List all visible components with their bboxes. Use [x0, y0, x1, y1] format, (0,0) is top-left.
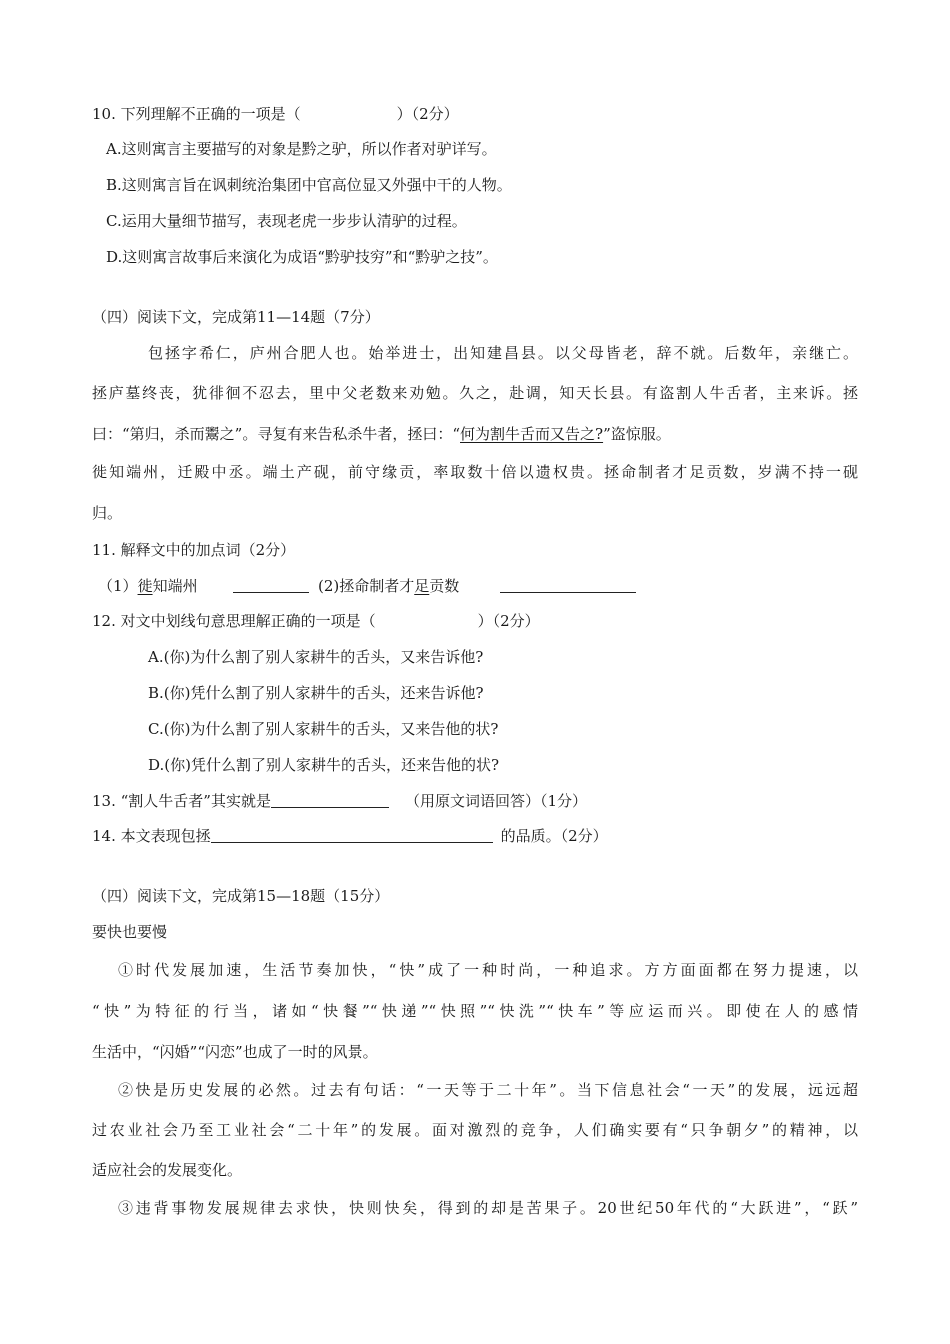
passage-line: 归。 — [92, 504, 123, 522]
q11-blank-2[interactable] — [500, 576, 636, 596]
dotted-word: 徙 — [137, 577, 153, 595]
article-title: 要快也要慢 — [92, 923, 168, 941]
q13-stem: 13. “割人牛舌者”其实就是 （用原文词语回答）（1分） — [92, 792, 588, 810]
q11-item-1: （1）徙知端州 — [98, 577, 198, 595]
article-line: ②快是历史发展的必然。过去有句话：“一天等于二十年”。当下信息社会“一天”的发展，远远超 — [118, 1081, 858, 1099]
q10-option-c: C.运用大量细节描写，表现老虎一步步认清驴的过程。 — [106, 212, 467, 230]
q12-option-a: A.(你)为什么割了别人家耕牛的舌头，又来告诉他? — [148, 648, 484, 666]
q11-stem: 11. 解释文中的加点词（2分） — [92, 541, 296, 559]
underlined-sentence: 何为割牛舌而又告之? — [460, 425, 604, 443]
article-line: ①时代发展加速，生活节奏加快，“快”成了一种时尚，一种追求。方方面面都在努力提速，以 — [118, 961, 858, 979]
q13-answer-blank[interactable] — [271, 791, 389, 808]
passage-line: 包拯字希仁，庐州合肥人也。始举进士，出知建昌县。以父母皆老，辞不就。后数年，亲继亡。 — [148, 344, 858, 362]
article-line: ③违背事物发展规律去求快，快则快矣，得到的却是苦果子。20世纪50年代的“大跃进”，“跃” — [118, 1199, 858, 1217]
q14-stem: 14. 本文表现包拯 的品质。（2分） — [92, 827, 608, 845]
passage-line: 拯庐墓终丧，犹徘徊不忍去，里中父老数来劝勉。久之，赴调，知天长县。有盗割人牛舌者，主来诉。拯 — [92, 384, 858, 402]
dotted-word: 足 — [414, 577, 430, 595]
passage-line: 曰：“第归，杀而鬻之”。寻复有来告私杀牛者，拯曰：“何为割牛舌而又告之?”盗惊服。 — [92, 425, 671, 443]
q10-stem: 10. 下列理解不正确的一项是（ ）（2分） — [92, 105, 459, 123]
q11-item-2: (2)拯命制者才足贡数 — [318, 577, 460, 595]
section-heading-11-14: （四）阅读下文，完成第11—14题（7分） — [92, 308, 380, 326]
q12-option-d: D.(你)凭什么割了别人家耕牛的舌头，还来告他的状? — [148, 756, 500, 774]
q12-stem: 12. 对文中划线句意思理解正确的一项是（ ）（2分） — [92, 612, 540, 630]
q12-option-b: B.(你)凭什么割了别人家耕牛的舌头，还来告诉他? — [148, 684, 484, 702]
q11-blank-1[interactable] — [233, 576, 309, 596]
q14-answer-blank[interactable] — [211, 826, 493, 843]
q10-option-b: B.这则寓言旨在讽刺统治集团中官高位显又外强中干的人物。 — [106, 176, 512, 194]
q12-option-c: C.(你)为什么割了别人家耕牛的舌头，又来告他的状? — [148, 720, 499, 738]
q10-option-d: D.这则寓言故事后来演化为成语“黔驴技穷”和“黔驴之技”。 — [106, 248, 498, 266]
section-heading-15-18: （四）阅读下文，完成第15—18题（15分） — [92, 887, 390, 905]
article-line: 过农业社会乃至工业社会“二十年”的发展。面对激烈的竞争，人们确实要有“只争朝夕”的精神，以 — [92, 1121, 858, 1139]
article-line: 适应社会的发展变化。 — [92, 1161, 243, 1179]
article-line: “快”为特征的行当，诸如“快餐”“快递”“快照”“快洗”“快车”等应运而兴。即使在人的感情 — [92, 1002, 858, 1020]
q10-option-a: A.这则寓言主要描写的对象是黔之驴，所以作者对驴详写。 — [106, 140, 497, 158]
article-line: 生活中，“闪婚”“闪恋”也成了一时的风景。 — [92, 1043, 378, 1061]
passage-line: 徙知端州，迁殿中丞。端土产砚，前守缘贡，率取数十倍以遗权贵。拯命制者才足贡数，岁满不持一砚 — [92, 463, 858, 481]
